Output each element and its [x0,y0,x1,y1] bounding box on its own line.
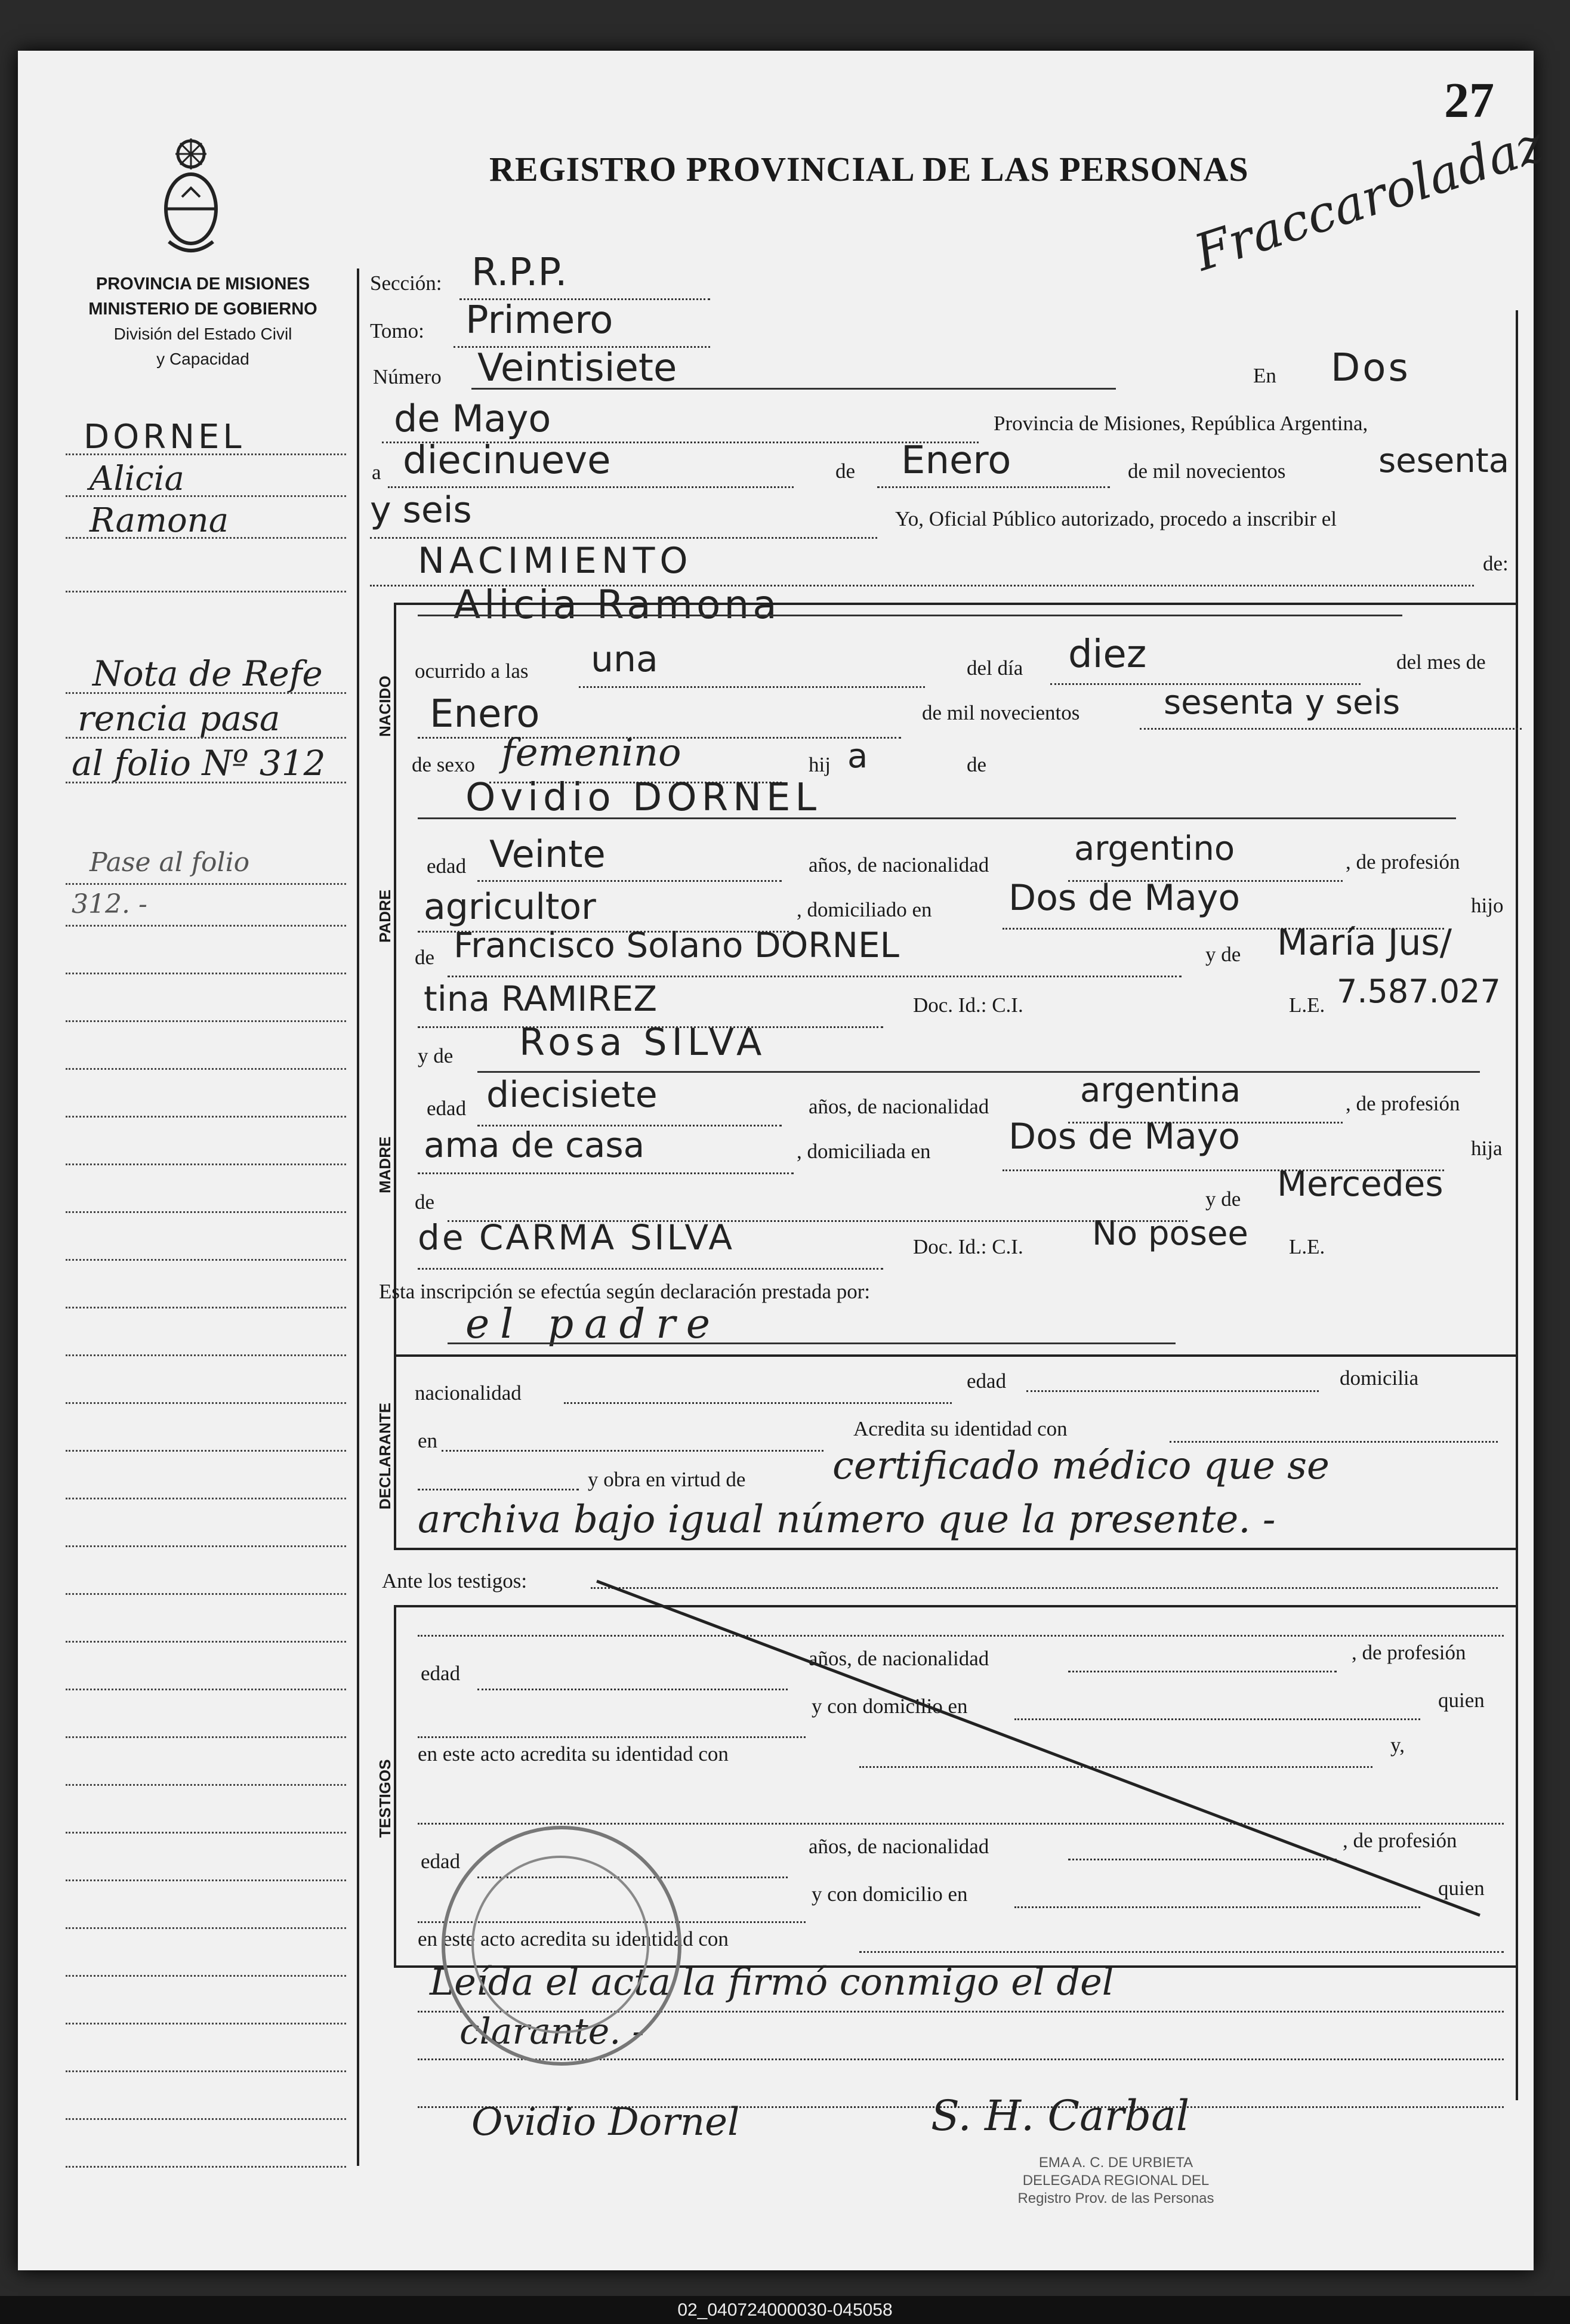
oficial-text: Yo, Oficial Público autorizado, procedo a inscribir el [895,507,1337,530]
margin-rule [66,591,346,592]
declarante-en-line [442,1420,823,1452]
lugar-value-2: de Mayo [394,397,551,440]
signature-oficial: S. H. Carbal [931,2091,1190,2140]
margin-rule [66,782,346,783]
nacido-nombre: Alicia Ramona [454,582,781,628]
officer-stamp-title: DELEGADA REGIONAL DEL [1022,2172,1210,2189]
margin-rule [66,1927,346,1929]
margin-rule [66,1402,346,1404]
padre-le: 7.587.027 [1337,973,1501,1010]
institution-province: PROVINCIA DE MISIONES [95,274,310,294]
margin-rule [66,1545,346,1547]
madre-doc-label: Doc. Id.: C.I. [913,1235,1023,1258]
sexo-label: de sexo [412,753,475,776]
en-label: En [1253,364,1276,387]
testigo2-edad-label: edad [421,1850,461,1873]
padre-prof-label: , de profesión [1346,850,1460,874]
numero-value: Veintisiete [477,346,677,390]
padre-side-label: PADRE [376,889,394,943]
tomo-value: Primero [465,298,613,342]
page-number: 27 [1444,73,1494,128]
margin-rule [66,453,346,455]
officer-stamp-org: Registro Prov. de las Personas [1017,2190,1214,2206]
testigo1-acredita-label: en este acto acredita su identidad con [418,1742,729,1766]
seccion-label: Sección: [370,271,442,295]
madre-profesion: ama de casa [424,1125,645,1165]
margin-rule [66,1354,346,1356]
margin-rule [66,1450,346,1452]
nacido-sexo: femenino [501,731,681,775]
madre-prof-label: , de profesión [1346,1092,1460,1115]
padre-profesion: agricultor [424,886,596,928]
margin-rule [66,737,346,739]
declarante-nombre-line [448,1310,1176,1344]
margin-middlename: Ramona [90,501,229,540]
institution-ministry: MINISTERIO DE GOBIERNO [88,300,317,319]
declarante-obra-label: y obra en virtud de [588,1468,746,1491]
numero-label: Número [373,365,442,388]
declarante-en-label: en [418,1429,438,1452]
madre-abuelo-line [448,1184,1187,1222]
margin-ref-note-3: al folio Nº 312 [72,743,326,783]
padre-dom-label: , domiciliado en [797,898,932,921]
margin-rule [66,1879,346,1881]
declarante-acredita-line [1170,1411,1498,1443]
margin-rule [66,495,346,497]
madre-de-label: de [415,1190,435,1214]
hij-suffix: a [847,737,868,776]
padre-abuela-2: tina RAMIREZ [424,979,658,1019]
acto-de-label: de: [1483,552,1509,575]
margin-rule [66,1736,346,1738]
declarante-domicilia-label: domicilia [1340,1366,1419,1390]
institution-division-2: y Capacidad [156,350,249,368]
madre-nombre: Rosa SILVA [519,1020,767,1064]
provincia-text: Provincia de Misiones, República Argentina, [994,412,1368,435]
margin-rule [66,1975,346,1977]
margin-rule [66,2023,346,2024]
padre-abuelo: Francisco Solano DORNEL [454,925,899,965]
padre-edad: Veinte [489,832,606,876]
madre-nac-label: años, de nacionalidad [809,1095,989,1118]
testigo1-y-label: y, [1390,1733,1405,1757]
margin-rule [66,2070,346,2072]
margin-rule [66,1832,346,1834]
madre-le-label: L.E. [1289,1235,1325,1258]
testigo2-nac-label: años, de nacionalidad [809,1835,989,1858]
official-seal-inner [471,1856,649,2033]
madre-dom-label: , domiciliada en [797,1140,931,1163]
padre-hijo-label: hijo [1471,894,1504,917]
declarante-edad-label: edad [967,1369,1007,1393]
madre-hija-label: hija [1471,1137,1503,1160]
margin-rule [66,1498,346,1499]
margin-ref-note-1: Nota de Refe [92,653,323,694]
margin-rule [66,973,346,974]
margin-rule [66,925,346,927]
margin-rule [66,1784,346,1786]
closing-line-1: Leída el acta la firmó conmigo el del [430,1960,1114,2004]
testigo1-edad-label: edad [421,1662,461,1685]
madre-prof-line [418,1137,794,1174]
madre-abuela-2: de CARMA SILVA [418,1217,735,1258]
madre-abuela-line [418,1232,883,1270]
officer-stamp-name: EMA A. C. DE URBIETA [1038,2155,1193,2171]
margin-rule [66,1068,346,1070]
fecha-de-label: de [835,459,856,483]
document-title: REGISTRO PROVINCIAL DE LAS PERSONAS [489,150,1249,189]
margin-rule [66,1211,346,1213]
margin-rule [66,2118,346,2120]
nacido-mil-label: de mil novecientos [922,701,1080,724]
margin-rule [66,1259,346,1261]
margin-rule [66,1641,346,1643]
hij-de-label: de [967,753,987,776]
margin-rule [66,1116,346,1118]
padre-nombre-line [418,782,1456,819]
padre-y-de-label: y de [1205,943,1241,966]
padre-doc-label: Doc. Id.: C.I. [913,993,1023,1017]
margin-pase-note-2: 312. - [72,889,147,919]
margin-surname: DORNEL [84,418,245,456]
cancel-stroke [591,1575,1486,1921]
tomo-label: Tomo: [370,319,424,342]
mil-novecientos-label: de mil novecientos [1128,459,1286,483]
testigo1-dom-label: y con domicilio en [812,1695,968,1718]
declarante-virtud-1: certificado médico que se [832,1444,1330,1488]
nacido-mes: Enero [430,692,540,736]
seccion-value: R.P.P. [471,251,567,295]
margin-rule [66,1593,346,1595]
coat-of-arms-icon [158,137,224,257]
madre-ci: No posee [1092,1214,1248,1253]
nacido-hora: una [591,638,658,680]
margin-rule [66,883,346,885]
testigo2-acredita-label: en este acto acredita su identidad con [418,1927,729,1950]
madre-nacionalidad: argentina [1080,1071,1241,1110]
declarante-side-label: DECLARANTE [376,1402,394,1510]
testigo2-quien-label: quien [1438,1877,1485,1900]
column-divider [357,268,359,2166]
top-signature: Fraccaroladaz [1187,114,1551,283]
acto-value: NACIMIENTO [418,540,693,582]
declarante-acredita-label: Acredita su identidad con [853,1417,1068,1440]
institution-division: División del Estado Civil [113,325,292,343]
hij-label: hij [809,753,831,776]
madre-y-de-label: y de [418,1044,454,1067]
padre-nac-label: años, de nacionalidad [809,853,989,876]
fecha-anio-2: y seis [370,489,472,531]
margin-pase-note-1: Pase al folio [90,847,250,878]
testigos-side-label: TESTIGOS [376,1759,394,1838]
nacido-side-label: NACIDO [376,675,394,737]
del-mes-label: del mes de [1396,650,1486,674]
margin-ref-note-2: rencia pasa [78,698,280,739]
madre-edad: diecisiete [486,1074,658,1116]
declarante-edad-line [1026,1360,1319,1392]
officer-stamp [955,2154,1277,2208]
padre-nacionalidad: argentino [1074,829,1235,868]
nacido-anio: sesenta y seis [1164,683,1401,722]
madre-y-de2-label: y de [1205,1187,1241,1211]
testigos-intro: Ante los testigos: [382,1569,528,1592]
nacido-nombre-line [418,579,1402,616]
margin-rule [66,1020,346,1022]
padre-abuela-1: María Jus/ [1277,922,1452,964]
institution-header [60,271,346,372]
padre-le-label: L.E. [1289,993,1325,1017]
testigo1-prof-label: , de profesión [1352,1641,1466,1664]
padre-nombre: Ovidio DORNEL [465,776,822,820]
declarante-nac-line [564,1372,952,1404]
image-caption: 02_040724000030-045058 [0,2296,1570,2324]
declarante-intro: Esta inscripción se efectúa según declaración prestada por: [379,1280,871,1303]
signature-declarante: Ovidio Dornel [471,2100,740,2144]
madre-abuela-1: Mercedes [1277,1163,1443,1204]
declarante-virtud-2: archiva bajo igual número que la presente. - [418,1498,1276,1542]
testigo2-prof-label: , de profesión [1343,1829,1457,1852]
testigo1-quien-label: quien [1438,1689,1485,1712]
lugar-value-1: Dos [1331,346,1411,390]
fecha-anio-1: sesenta [1378,442,1510,480]
fecha-mes: Enero [901,439,1011,483]
margin-firstname: Alicia [90,459,184,498]
margin-rule [66,1689,346,1690]
margin-rule [66,1163,346,1165]
padre-edad-label: edad [427,854,467,878]
declarante-nac-label: nacionalidad [415,1381,522,1405]
testigo2-dom-label: y con domicilio en [812,1882,968,1906]
padre-de-label: de [415,946,435,969]
fecha-dia: diecinueve [403,439,611,483]
closing-line-2: clarante. - [459,2011,644,2053]
margin-rule [66,537,346,539]
testigo1-nac-label: años, de nacionalidad [809,1647,989,1670]
testigo2-acredita-line [859,1921,1504,1953]
declarante-obra-lead [418,1459,579,1490]
declarante-nombre: el padre [465,1301,721,1348]
nacido-dia: diez [1068,632,1147,677]
lugar-line [382,406,979,443]
anio-line [370,501,877,539]
margin-rule [66,2166,346,2168]
madre-domicilio: Dos de Mayo [1008,1116,1241,1158]
ocurrido-label: ocurrido a las [415,659,529,683]
madre-edad-label: edad [427,1097,467,1120]
margin-rule [66,692,346,694]
del-dia-label: del día [967,656,1023,680]
padre-domicilio: Dos de Mayo [1008,877,1241,919]
margin-rule [66,1307,346,1308]
madre-side-label: MADRE [376,1136,394,1193]
a-label: a [372,461,381,484]
